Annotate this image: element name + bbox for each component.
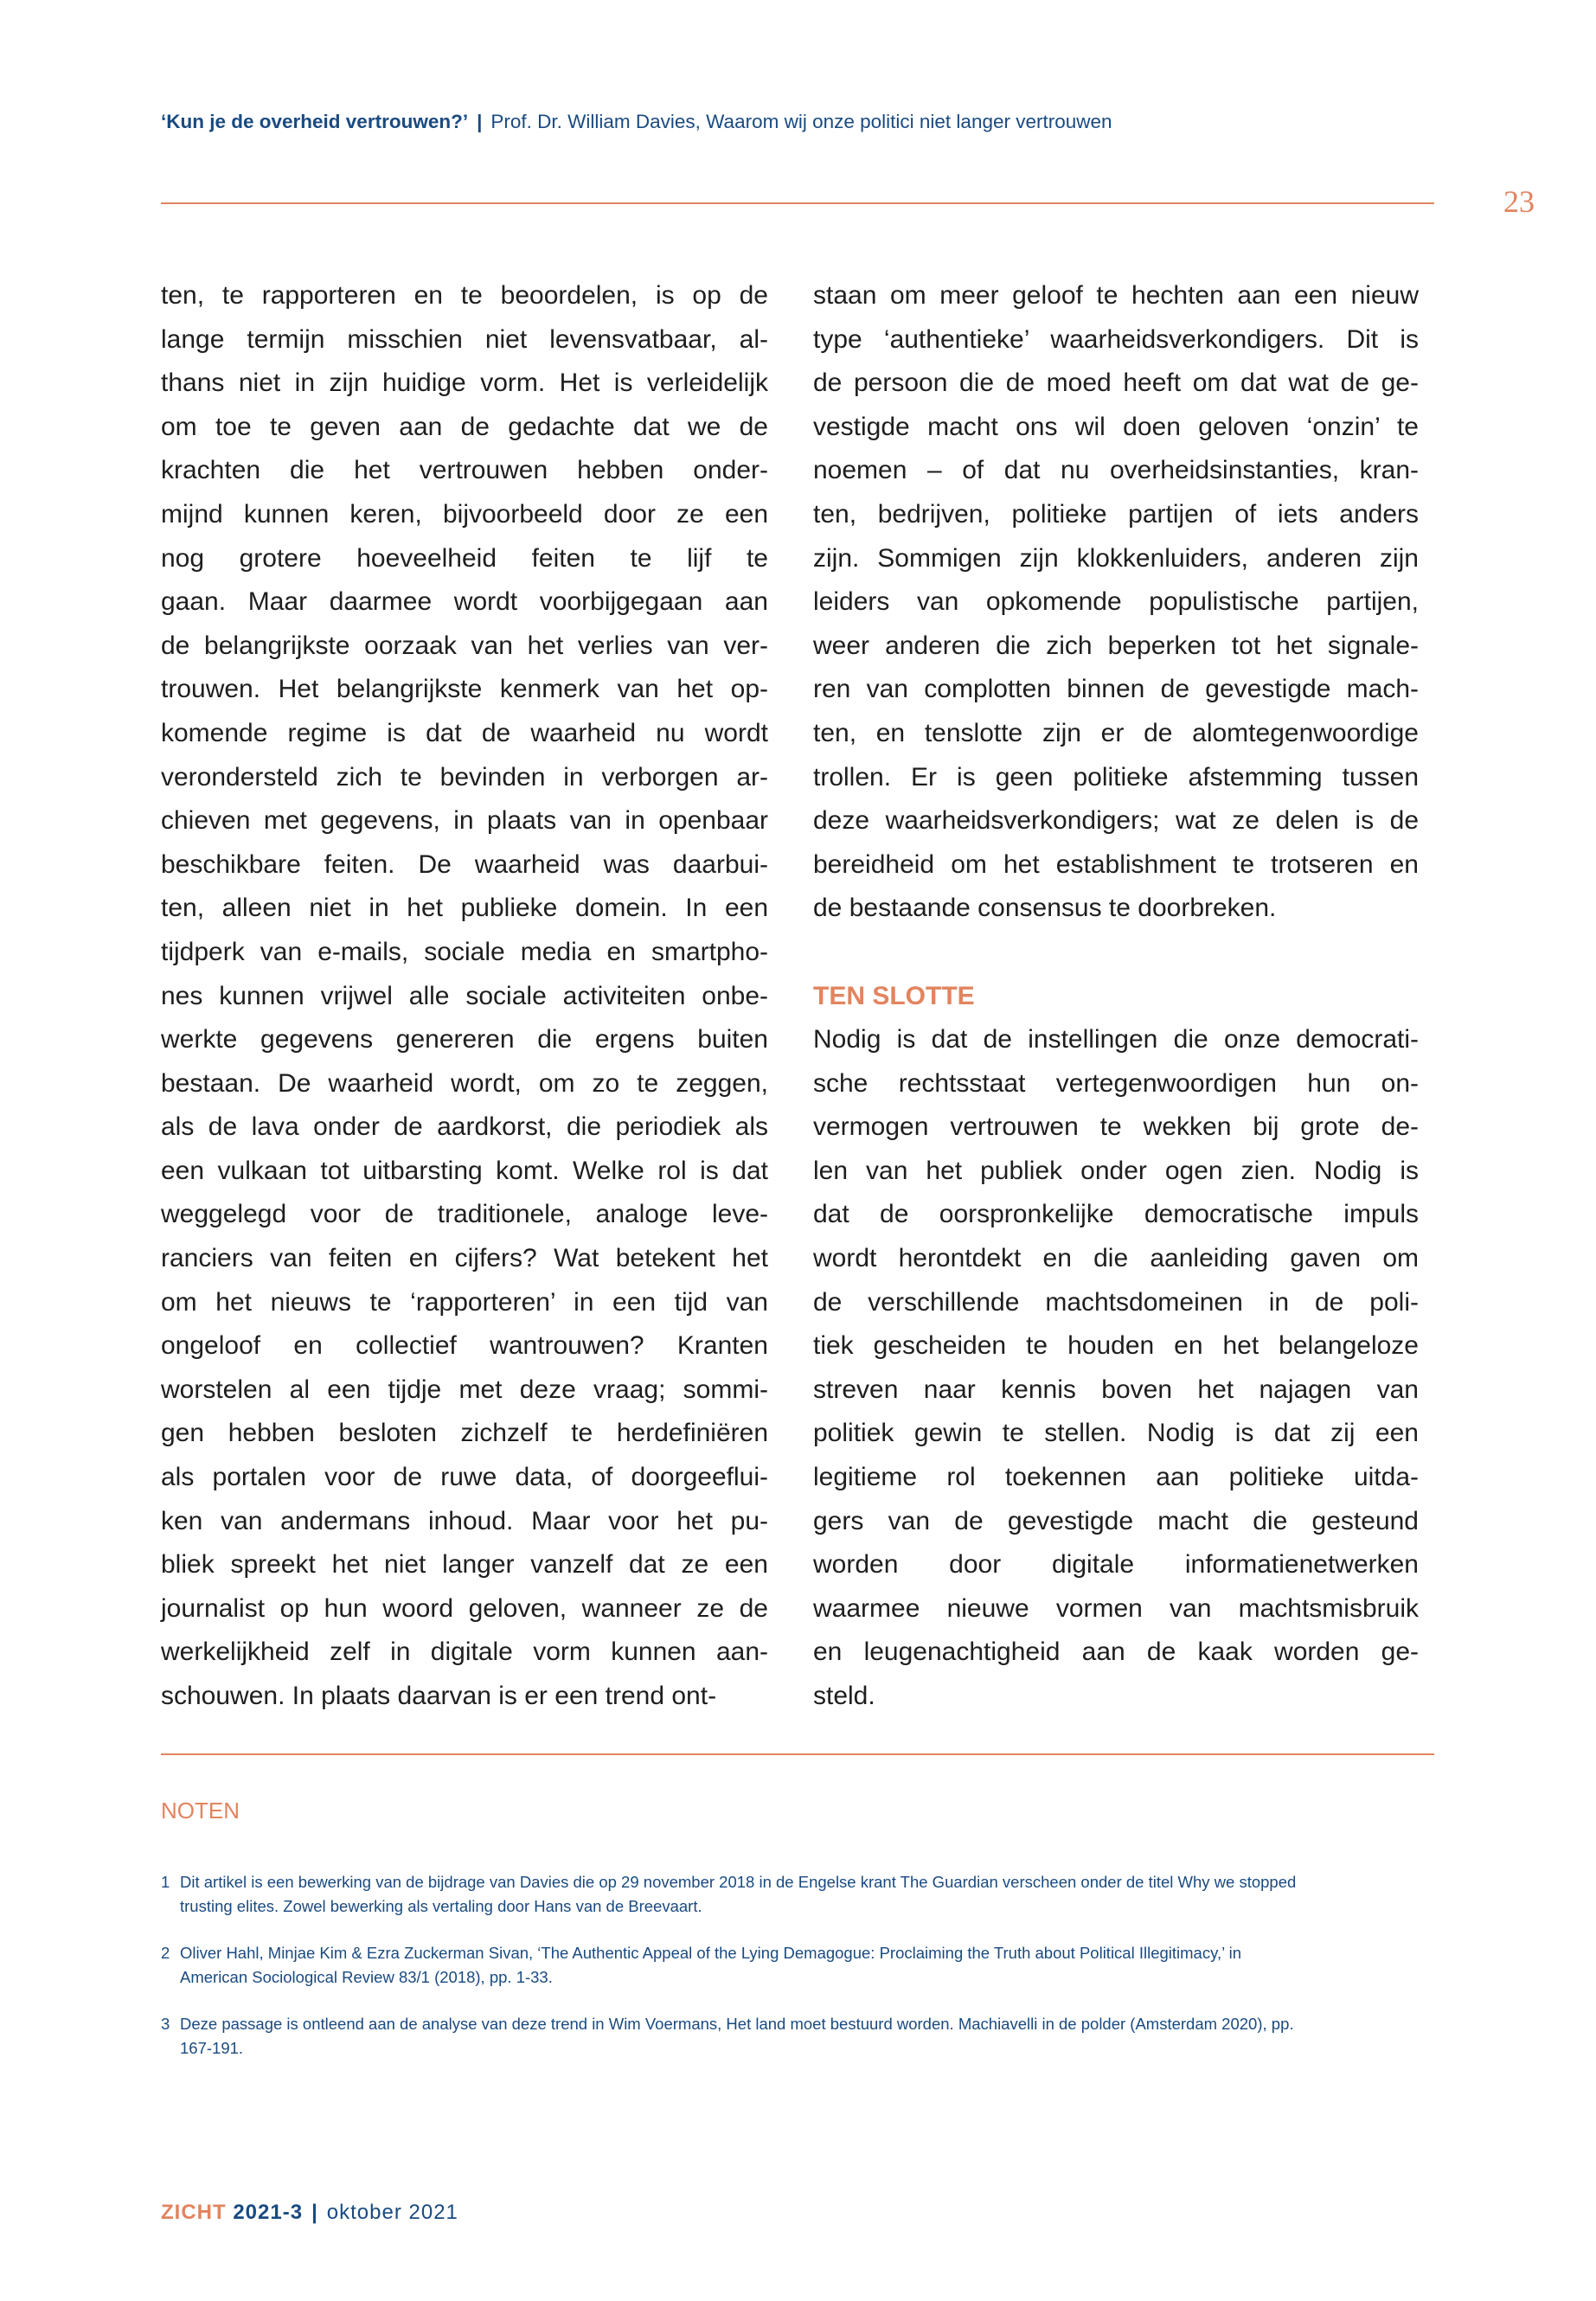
footnote-text [161,2012,1437,2060]
body-text-line: de persoon die de moed heeft om dat wat de ge- [813,369,1419,398]
body-text-line: worstelen al een tijdje met deze vraag; sommi- [161,1375,768,1404]
body-text-line: werkte gegevens genereren die ergens buiten [161,1025,768,1054]
body-text-line: len van het publiek onder ogen zien. Nodig is [813,1156,1419,1185]
body-text-line: steld. [813,1682,875,1710]
footnote-text [161,1870,1437,1918]
body-text-line: tiek gescheiden te houden en het belangeloze [813,1331,1419,1361]
body-text-line: ten, en tenslotte zijn er de alomtegenwoordige [813,718,1419,747]
header-subtitle: Prof. Dr. William Davies, Waarom wij onze politici niet langer vertrouwen [490,111,1112,132]
body-text-line: Nodig is dat de instellingen die onze democrati- [813,1025,1419,1054]
footnote-number: 3 [161,2015,170,2033]
footnote-line: Dit artikel is een bewerking van de bijdrage van Davies die op 29 november 2018 in de Engelse krant The Guardian verscheen onder de titel Why we stopped [180,1873,1297,1891]
body-text-line: chieven met gegevens, in plaats van in openbaar [161,806,768,836]
body-text-line: nes kunnen vrijwel alle sociale activiteiten onbe- [161,981,768,1010]
body-text-line: ken van andermans inhoud. Maar voor het pu- [161,1506,768,1535]
body-text-line: trouwen. Het belangrijkste kenmerk van het op- [161,675,768,704]
notes-rule [161,1753,1434,1755]
footnote [161,1941,1437,1989]
body-text-line: politiek gewin te stellen. Nodig is dat zij een [813,1419,1419,1448]
header-title: ‘Kun je de overheid vertrouwen?’ [161,111,469,132]
footnote-text [161,1941,1437,1989]
body-text-line: ranciers van feiten en cijfers? Wat betekent het [161,1244,768,1273]
body-text-line: gers van de gevestigde macht die gesteund [813,1506,1419,1535]
body-text-line: ongeloof en collectief wantrouwen? Kranten [161,1331,768,1361]
body-text-line: nog grotere hoeveelheid feiten te lijf te [161,543,768,573]
body-text-line: als de lava onder de aardkorst, die periodiek als [161,1112,768,1142]
body-text-line: een vulkaan tot uitbarsting komt. Welke rol is dat [161,1156,768,1185]
body-text-line: schouwen. In plaats daarvan is er een trend ont- [161,1682,717,1710]
body-text-line: tijdperk van e-mails, sociale media en smartpho- [161,937,768,966]
paragraph-gap [813,931,1419,975]
body-text-line: verondersteld zich te bevinden in verborgen ar- [161,762,768,792]
footnote-line: Deze passage is ontleend aan de analyse van deze trend in Wim Voermans, Het land moet bestuurd worden. Machiavelli in de polder (Amsterdam 2020), pp. [180,2015,1294,2033]
body-text-line: en leugenachtigheid aan de kaak worden ge- [813,1638,1419,1667]
footer-separator: | [311,2201,318,2224]
footnote-line: Oliver Hahl, Minjae Kim & Ezra Zuckerman Sivan, ‘The Authentic Appeal of the Lying Demagogue: Proclaiming the Truth about Political Illegitimacy,’ in [180,1944,1242,1962]
footnote [161,2012,1437,2060]
running-header [161,111,1112,133]
body-text-line: weer anderen die zich beperken tot het signale- [813,631,1419,660]
body-text-line: beschikbare feiten. De waarheid was daarbui- [161,849,768,879]
body-text-line: gen hebben besloten zichzelf te herdefiniëren [161,1419,768,1448]
body-text-line: zijn. Sommigen zijn klokkenluiders, anderen zijn [813,543,1419,573]
header-separator: | [477,111,483,132]
body-text-line: sche rechtsstaat vertegenwoordigen hun on- [813,1068,1419,1098]
footnote-number: 2 [161,1944,170,1962]
body-text-line: worden door digitale informatienetwerken [813,1550,1419,1580]
body-text-line: bereidheid om het establishment te trotseren en [813,849,1419,879]
body-text-line: streven naar kennis boven het najagen van [813,1375,1419,1404]
body-text-line: om toe te geven aan de gedachte dat we de [161,412,768,441]
body-text-line: thans niet in zijn huidige vorm. Het is verleidelijk [161,369,768,398]
body-text-line: trollen. Er is geen politieke afstemming tussen [813,762,1419,792]
body-text-line: type ‘authentieke’ waarheidsverkondigers. Dit is [813,324,1419,354]
body-text-line: lange termijn misschien niet levensvatbaar, al- [161,324,768,354]
footer-date: oktober 2021 [326,2201,458,2224]
page-footer [161,2201,458,2225]
body-text-line: ten, bedrijven, politieke partijen of iets anders [813,499,1419,529]
body-text-line: de verschillende machtsdomeinen in de poli- [813,1287,1419,1317]
body-text-line: om het nieuws te ‘rapporteren’ in een tijd van [161,1287,768,1317]
right-column-bottom [813,1018,1419,1719]
footnote-number: 1 [161,1873,170,1891]
body-text-line: bliek spreekt het niet langer vanzelf dat ze een [161,1550,768,1580]
body-text-line: waarmee nieuwe vormen van machtsmisbruik [813,1593,1419,1623]
header-rule [161,202,1434,204]
footnote-line: 167-191. [180,2038,244,2057]
body-text-line: leiders van opkomende populistische partijen, [813,587,1419,617]
body-text-line: krachten die het vertrouwen hebben onder- [161,456,768,485]
footnote-line: American Sociological Review 83/1 (2018), pp. 1-33. [180,1967,553,1986]
body-text-line: komende regime is dat de waarheid nu wordt [161,718,768,747]
body-text-line: vermogen vertrouwen te wekken bij grote de- [813,1112,1419,1142]
left-column [161,274,768,1719]
body-text-line: weggelegd voor de traditionele, analoge leve- [161,1200,768,1229]
body-text-line: mijnd kunnen keren, bijvoorbeeld door ze een [161,499,768,529]
body-text-line: noemen – of dat nu overheidsinstanties, kran- [813,456,1419,485]
body-text-line: ten, alleen niet in het publieke domein. In een [161,894,768,923]
body-text-line: dat de oorspronkelijke democratische impuls [813,1200,1419,1229]
body-text-line: wordt herontdekt en die aanleiding gaven om [813,1244,1419,1273]
body-text-line: de belangrijkste oorzaak van het verlies van ver- [161,631,768,660]
body-text-line: legitieme rol toekennen aan politieke uitda- [813,1463,1419,1492]
body-text-line: bestaan. De waarheid wordt, om zo te zeggen, [161,1068,768,1098]
body-text-line: vestigde macht ons wil doen geloven ‘onzin’ te [813,412,1419,441]
page-number: 23 [1503,184,1535,219]
footnote-line: trusting elites. Zowel bewerking als vertaling door Hans van de Breevaart. [180,1896,702,1915]
right-column-top [813,274,1419,931]
body-text-line: journalist op hun woord geloven, wanneer ze de [161,1593,768,1623]
body-text-line: ren van complotten binnen de gevestigde mach- [813,675,1419,704]
body-text-line: staan om meer geloof te hechten aan een nieuw [813,281,1419,310]
right-column [813,274,1419,1719]
section-title: TEN SLOTTE [813,981,975,1010]
body-text-line: ten, te rapporteren en te beoordelen, is op de [161,281,768,310]
body-text-line: als portalen voor de ruwe data, of doorgeeflui- [161,1463,768,1492]
body-text-line: de bestaande consensus te doorbreken. [813,894,1277,923]
body-text-line: deze waarheidsverkondigers; wat ze delen is de [813,806,1419,836]
notes-title: NOTEN [161,1798,240,1823]
footer-issue: 2021-3 [233,2201,304,2224]
footer-magazine: ZICHT [161,2201,227,2224]
body-text-line: werkelijkheid zelf in digitale vorm kunnen aan- [161,1638,768,1667]
footnote [161,1870,1437,1918]
body-text-line: gaan. Maar daarmee wordt voorbijgegaan aan [161,587,768,617]
